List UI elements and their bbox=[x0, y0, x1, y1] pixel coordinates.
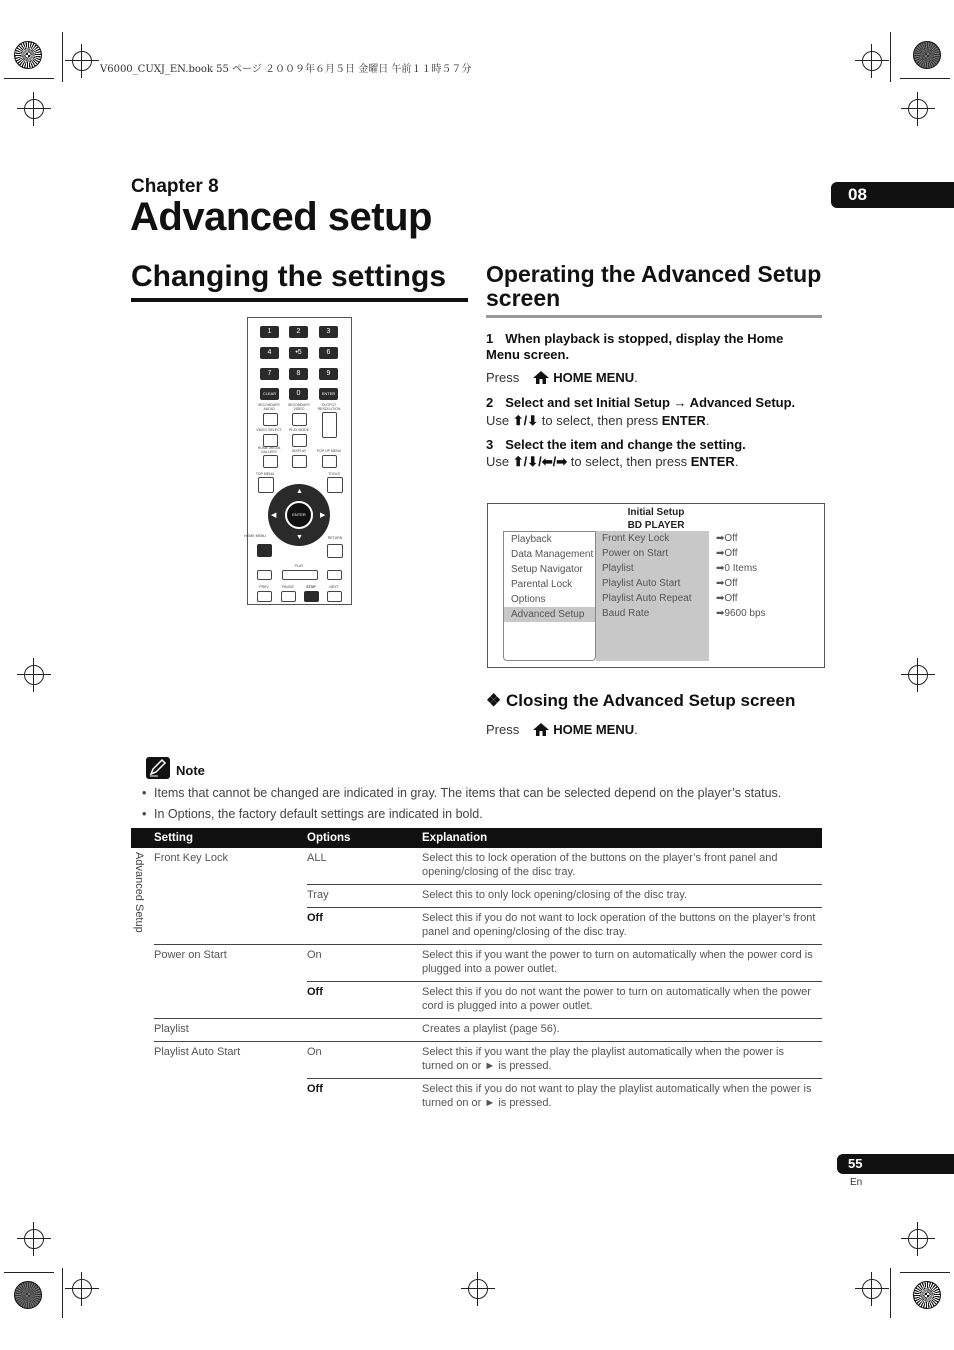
table-row: Off Select this if you do not want to lock operation of the buttons on the player’s front panel and opening/closing of the disc tray. bbox=[131, 908, 822, 945]
step-3: 3 Select the item and change the setting. bbox=[486, 437, 746, 452]
screen-values bbox=[716, 531, 816, 621]
submenu-item: Front Key Lock bbox=[602, 533, 670, 544]
section-rule bbox=[486, 315, 822, 318]
registration-sun-icon bbox=[913, 41, 941, 69]
chapter-title: Advanced setup bbox=[130, 195, 432, 239]
crosshair-icon bbox=[908, 1229, 928, 1249]
crosshair-icon bbox=[72, 51, 92, 71]
note-label: Note bbox=[176, 763, 205, 778]
screen-submenu bbox=[596, 531, 709, 661]
registration-sun-icon bbox=[14, 1281, 42, 1309]
remote-key: 6 bbox=[319, 347, 338, 359]
print-header: V6000_CUXJ_EN.book 55 ページ ２００９年６月５日 金曜日 午前１１時５７分 bbox=[100, 64, 472, 75]
page-language: En bbox=[850, 1177, 863, 1188]
note-pencil-icon bbox=[146, 757, 170, 779]
menu-item: Setup Navigator bbox=[511, 564, 583, 575]
setting-value: ➡0 Items bbox=[716, 563, 758, 574]
setting-value: ➡9600 bps bbox=[716, 608, 766, 619]
remote-key: 1 bbox=[260, 326, 279, 338]
remote-clear-key: CLEAR bbox=[260, 388, 279, 400]
table-row: Playlist Creates a playlist (page 56). bbox=[131, 1019, 822, 1042]
remote-key: 4 bbox=[260, 347, 279, 359]
registration-sun-icon bbox=[913, 1281, 941, 1309]
remote-key: 2 bbox=[289, 326, 308, 338]
table-row: Playlist Auto Start On Select this if you want the play the playlist automatically when the power is turned on or ► is pressed. bbox=[131, 1042, 822, 1079]
table-row: Front Key Lock ALL Select this to lock operation of the buttons on the player’s front panel and opening/closing of the disc tray. bbox=[131, 848, 822, 885]
closing-body: Press HOME MENU. bbox=[486, 722, 638, 737]
chapter-tab: 08 bbox=[831, 182, 954, 208]
step-2: 2 Select and set Initial Setup → Advanced Setup. bbox=[486, 395, 796, 410]
crosshair-icon bbox=[468, 1279, 488, 1299]
header-setting: Setting bbox=[154, 828, 307, 848]
section-rule bbox=[131, 298, 468, 302]
registration-sun-icon bbox=[14, 41, 42, 69]
chapter-label: Chapter 8 bbox=[131, 176, 219, 197]
note-item: • In Options, the factory default settings are indicated in bold. bbox=[142, 807, 832, 821]
step-3-body: Use ⬆/⬇/⬅/➡ to select, then press ENTER. bbox=[486, 454, 739, 469]
home-icon bbox=[533, 723, 547, 735]
table-row: Power on Start On Select this if you want the power to turn on automatically when the power cord is plugged into a power outlet. bbox=[131, 945, 822, 982]
submenu-item: Playlist Auto Start bbox=[602, 578, 681, 589]
crosshair-icon bbox=[908, 665, 928, 685]
setting-value: ➡Off bbox=[716, 533, 738, 544]
remote-home-key bbox=[257, 544, 272, 557]
setting-value: ➡Off bbox=[716, 593, 738, 604]
crosshair-icon bbox=[24, 99, 44, 119]
note-item: • Items that cannot be changed are indicated in gray. The items that can be selected depend on the player’s status. bbox=[142, 786, 832, 800]
remote-key: 9 bbox=[319, 368, 338, 380]
section-left-title: Changing the settings bbox=[131, 260, 446, 293]
remote-enter-key: ENTER bbox=[319, 388, 338, 400]
page-number: 55 bbox=[837, 1154, 954, 1174]
crosshair-icon bbox=[24, 1229, 44, 1249]
submenu-item: Power on Start bbox=[602, 548, 669, 559]
step-2-body: Use ⬆/⬇ to select, then press ENTER. bbox=[486, 413, 710, 428]
menu-item: Parental Lock bbox=[511, 579, 573, 590]
remote-center-enter: ENTER bbox=[285, 501, 313, 529]
remote-key: 8 bbox=[289, 368, 308, 380]
closing-section-title: ❖ Closing the Advanced Setup screen bbox=[486, 691, 796, 710]
remote-key: •5 bbox=[289, 347, 308, 359]
home-icon bbox=[533, 371, 547, 383]
section-right-title: Operating the Advanced Setup screen bbox=[486, 261, 822, 311]
table-header-row bbox=[131, 828, 822, 848]
crosshair-icon bbox=[24, 665, 44, 685]
submenu-item: Playlist bbox=[602, 563, 634, 574]
advanced-setup-screen-diagram bbox=[487, 503, 825, 668]
setting-value: ➡Off bbox=[716, 548, 738, 559]
header-options: Options bbox=[307, 828, 422, 848]
table-row: Tray Select this to only lock opening/closing of the disc tray. bbox=[131, 885, 822, 908]
crosshair-icon bbox=[862, 1279, 882, 1299]
header-explanation: Explanation bbox=[422, 828, 822, 848]
screen-subtitle: BD PLAYER bbox=[627, 520, 685, 531]
menu-item: Data Management bbox=[511, 549, 594, 560]
menu-item: Options bbox=[511, 594, 546, 605]
crosshair-icon bbox=[862, 51, 882, 71]
remote-key: 3 bbox=[319, 326, 338, 338]
submenu-item: Baud Rate bbox=[602, 608, 650, 619]
step-1: 1 When playback is stopped, display the Home Menu screen. bbox=[486, 331, 784, 362]
crosshair-icon bbox=[908, 99, 928, 119]
menu-item: Playback bbox=[511, 534, 552, 545]
remote-control-illustration: 1 2 3 4 •5 6 7 8 9 CLEAR 0 ENTER SECONDARY AUDIO SECONDARY VIDEO OUTPUT RESOLUTION VIDEO SELECT PLAY MODE HOME MEDIA GALLERY DISPLAY POP UP MENU TOP MENU TOOLS ENTER ▲ ▼ ◀ ▶ HOME MENU RETURN PLAY PREV PAUSE STOP NEXT bbox=[247, 317, 352, 605]
menu-item-selected: Advanced Setup bbox=[504, 607, 595, 622]
step-1-body: Press HOME MENU. bbox=[486, 370, 638, 385]
settings-table bbox=[131, 828, 822, 1115]
side-section-label: Advanced Setup bbox=[133, 852, 145, 933]
remote-key: 7 bbox=[260, 368, 279, 380]
submenu-item: Playlist Auto Repeat bbox=[602, 593, 692, 604]
screen-main-menu bbox=[503, 531, 596, 661]
table-row: Off Select this if you do not want the power to turn on automatically when the power cord is plugged into a power outlet. bbox=[131, 982, 822, 1019]
remote-zero-key: 0 bbox=[289, 388, 308, 400]
setting-value: ➡Off bbox=[716, 578, 738, 589]
table-row: Off Select this if you do not want to play the playlist automatically when the power is turned on or ► is pressed. bbox=[307, 1083, 812, 1109]
screen-title: Initial Setup bbox=[627, 507, 685, 518]
crosshair-icon bbox=[72, 1279, 92, 1299]
